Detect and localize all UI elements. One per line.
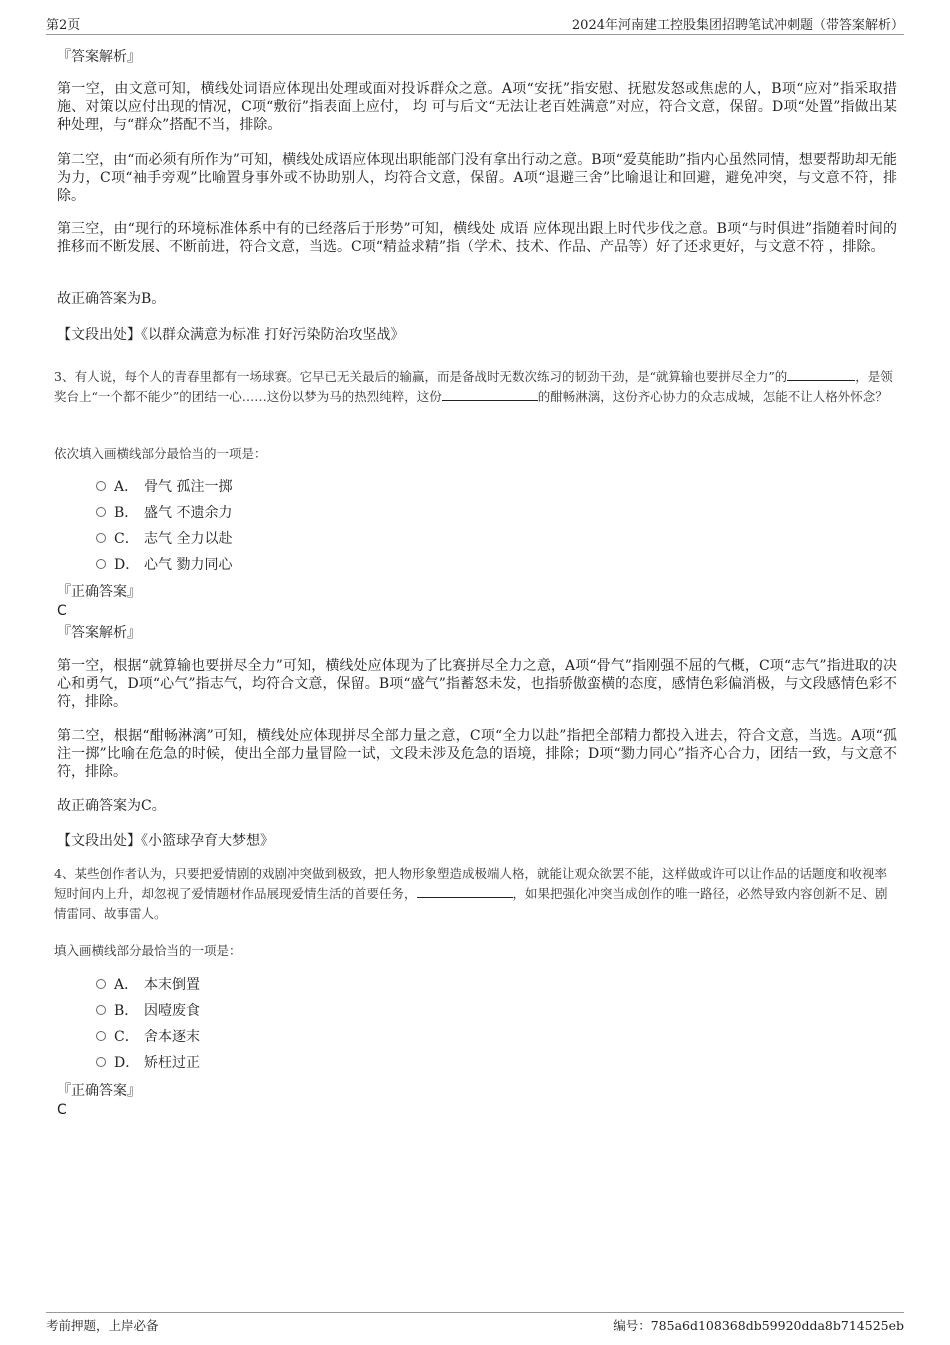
q2-source: 【文段出处】《以群众满意为标准 打好污染防治攻坚战》: [57, 327, 405, 343]
q3-analysis-label: 『答案解析』: [57, 625, 141, 641]
page-header: [46, 14, 904, 35]
q3-blank-1: [787, 368, 855, 381]
q4-answer-label: 『正确答案』: [57, 1083, 141, 1099]
q4-prompt: 填入画横线部分最恰当的一项是：: [54, 943, 242, 958]
q4-stem: 4、某些创作者认为，只要把爱情剧的戏剧冲突做到极致，把人物形象塑造成极端人格，就能让观众欲罢不能，这样做或许可以让作品的话题度和收视率短时间内上升，却忽视了爱情题材作品展现爱情生活的首要任务， ，如果把强化冲突当成创作的唯一路径，必然导致内容创新不足、剧情雷同、故事雷人。: [54, 866, 888, 921]
q3-option-b[interactable]: B． 盛气 不遗余力: [96, 504, 232, 522]
q3-option-c[interactable]: C． 志气 全力以赴: [96, 530, 232, 548]
q4-answer: C: [57, 1102, 67, 1118]
document-title: 2024年河南建工控股集团招聘笔试冲刺题（带答案解析）: [571, 18, 904, 33]
q2-analysis-p2: 第二空，由“而必须有所作为”可知，横线处成语应体现出职能部门没有拿出行动之意。B项“爱莫能助”指内心虽然同情，想要帮助却无能为力，C项“袖手旁观”比喻置身事外或不协助别人，均符合文意，保留。A项“退避三舍”比喻退让和回避，避免冲突，与文意不符，排除。: [57, 152, 897, 204]
q2-analysis-p1: 第一空，由文意可知，横线处词语应体现出处理或面对投诉群众之意。A项“安抚”指安慰、抚慰发怒或焦虑的人，B项“应对”指采取措施、对策以应付出现的情况，C项“敷衍”指表面上应付， 均 可与后文“无法让老百姓满意”对应，符合文意，保留。D项“处置”指做出某种处理，与“群众”搭配不当，排除。: [57, 81, 897, 133]
q4-option-b[interactable]: B． 因噎废食: [96, 1002, 200, 1020]
q3-analysis-p1: 第一空，根据“就算输也要拼尽全力”可知，横线处应体现为了比赛拼尽全力之意，A项“骨气”指刚强不屈的气概，C项“志气”指进取的决心和勇气，D项“心气”指志气，均符合文意，保留。B项“盛气”指蓄怒未发，也指骄傲蛮横的态度，感情色彩偏消极，与文段感情色彩不符，排除。: [57, 658, 897, 710]
radio-icon[interactable]: [96, 1057, 106, 1067]
q3-option-a[interactable]: A． 骨气 孤注一掷: [96, 478, 232, 496]
radio-icon[interactable]: [96, 1005, 106, 1015]
q3-analysis-p2: 第二空，根据“酣畅淋漓”可知，横线处应体现拼尽全部力量之意，C项“全力以赴”指把全部精力都投入进去，符合文意，当选。A项“孤注一掷”比喻在危急的时候，使出全部力量冒险一试，文段未涉及危急的语境，排除；D项“勠力同心”指齐心合力，团结一致，与文意不符，排除。: [57, 728, 897, 780]
q2-analysis-label: 『答案解析』: [57, 49, 141, 65]
radio-icon[interactable]: [96, 481, 106, 491]
q3-answer: C: [57, 603, 67, 619]
q3-option-d[interactable]: D． 心气 勠力同心: [96, 556, 232, 574]
q3-stem: 3、有人说，每个人的青春里都有一场球赛。它早已无关最后的输赢，而是备战时无数次练习的韧劲干劲，是“就算输也要拼尽全力”的 ，是领奖台上“一个都不能少”的团结一心……这份以梦为马的热烈纯粹，这份 的酣畅淋漓，这份齐心协力的众志成城，怎能不让人格外怀念？: [54, 369, 893, 404]
q3-blank-2: [442, 388, 538, 401]
q2-analysis-p3: 第三空，由“现行的环境标准体系中有的已经落后于形势”可知，横线处 成语 应体现出跟上时代步伐之意。B项“与时俱进”指随着时间的推移而不断发展、不断前进，符合文意，当选。C项“精益求精”指（学术、技术、作品、产品等）好了还求更好，与文意不符 ，排除。: [57, 221, 897, 255]
q4-option-d[interactable]: D． 矫枉过正: [96, 1054, 200, 1072]
page-footer: [46, 1312, 904, 1333]
q3-prompt: 依次填入画横线部分最恰当的一项是：: [54, 446, 267, 461]
footer-slogan: 考前押题，上岸必备: [46, 1318, 159, 1333]
q4-option-a[interactable]: A． 本末倒置: [96, 976, 200, 994]
radio-icon[interactable]: [96, 559, 106, 569]
q4-blank-1: [417, 885, 513, 898]
radio-icon[interactable]: [96, 533, 106, 543]
radio-icon[interactable]: [96, 979, 106, 989]
q3-answer-label: 『正确答案』: [57, 584, 141, 600]
radio-icon[interactable]: [96, 507, 106, 517]
page-number: 第2页: [46, 18, 81, 33]
document-code: 编号：785a6d108368db59920dda8b714525eb: [613, 1318, 904, 1333]
q2-conclusion: 故正确答案为B。: [57, 291, 166, 307]
q3-source: 【文段出处】《小篮球孕育大梦想》: [57, 833, 274, 849]
radio-icon[interactable]: [96, 1031, 106, 1041]
q4-option-c[interactable]: C． 舍本逐末: [96, 1028, 200, 1046]
q3-conclusion: 故正确答案为C。: [57, 798, 166, 814]
